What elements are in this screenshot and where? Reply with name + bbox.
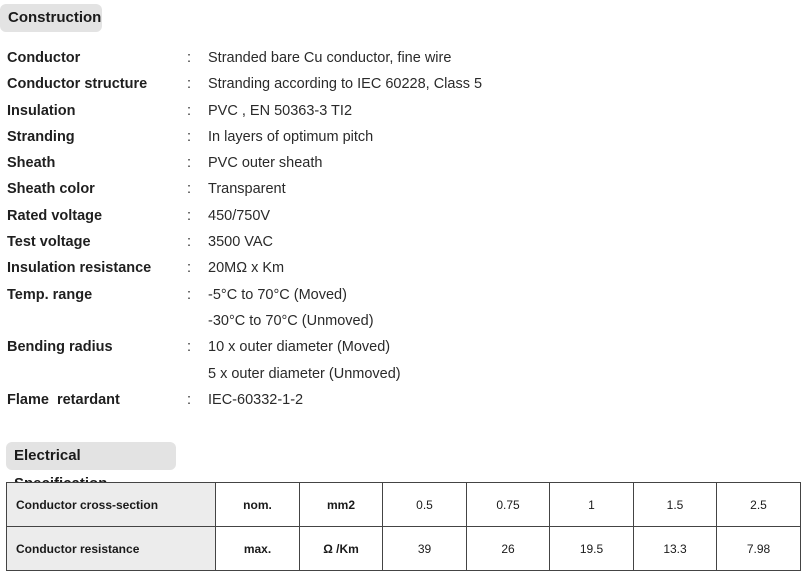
value-cell: 2.5 [717,483,801,527]
spec-label: Insulation [7,102,76,119]
spec-label: Sheath [7,155,56,172]
value-cell: 7.98 [717,527,801,571]
table-row-cross-section [7,483,801,527]
spec-row-bending-radius [7,334,797,360]
spec-label: Conductor structure [7,76,148,93]
spec-colon: : [187,391,192,408]
spec-value: Stranding according to IEC 60228, Class 5 [208,76,483,93]
spec-label: Insulation resistance [7,260,152,277]
spec-value: PVC , EN 50363-3 TI2 [208,102,353,119]
spec-row-rated-voltage [7,203,797,229]
spec-colon: : [187,76,192,93]
spec-label: Stranding [7,128,75,145]
construction-spec-list [7,45,797,413]
spec-label: Bending radius [7,339,113,356]
spec-colon: : [187,181,192,198]
qualifier-cell: nom. [216,483,300,527]
spec-row-bending-radius-cont [7,361,797,387]
spec-label: Temp. range [7,286,93,303]
spec-value: PVC outer sheath [208,155,323,172]
spec-colon: : [187,339,192,356]
spec-row-sheath [7,150,797,176]
unit-cell: Ω /Km [300,527,383,571]
spec-value: 450/750V [208,207,271,224]
spec-value: IEC-60332-1-2 [208,391,304,408]
spec-value: 5 x outer diameter (Unmoved) [208,365,401,382]
spec-label: Conductor [7,50,81,66]
spec-label: Test voltage [7,234,91,251]
value-cell: 0.75 [467,483,550,527]
spec-row-temp-range-cont [7,308,797,334]
spec-label: Rated voltage [7,207,103,224]
spec-colon: : [187,207,192,224]
construction-title: Construction [0,4,102,32]
electrical-spec-table [6,482,801,571]
value-cell: 13.3 [634,527,717,571]
spec-value: -30°C to 70°C (Unmoved) [208,312,374,329]
spec-colon: : [187,260,192,277]
spec-value: 10 x outer diameter (Moved) [208,339,391,356]
spec-row-insulation-resistance [7,255,797,281]
spec-value: 20MΩ x Km [208,260,285,277]
spec-colon: : [187,102,192,119]
spec-row-sheath-color [7,176,797,202]
spec-label: Flame retardant [7,391,120,408]
spec-row-conductor [7,45,797,71]
spec-row-test-voltage [7,229,797,255]
spec-value: 3500 VAC [208,234,274,251]
spec-row-insulation [7,98,797,124]
value-cell: 1.5 [634,483,717,527]
value-cell: 0.5 [383,483,467,527]
value-cell: 1 [550,483,634,527]
qualifier-cell: max. [216,527,300,571]
spec-colon: : [187,50,192,66]
param-cell: Conductor cross-section [7,483,216,527]
param-cell: Conductor resistance [7,527,216,571]
spec-colon: : [187,128,192,145]
table-row-resistance [7,527,801,571]
spec-row-temp-range [7,282,797,308]
spec-colon: : [187,155,192,172]
spec-label: Sheath color [7,181,95,198]
spec-row-flame-retardant [7,387,797,413]
unit-cell: mm2 [300,483,383,527]
spec-colon: : [187,234,192,251]
spec-colon: : [187,286,192,303]
value-cell: 39 [383,527,467,571]
value-cell: 26 [467,527,550,571]
electrical-spec-title: Electrical [6,442,176,470]
value-cell: 19.5 [550,527,634,571]
spec-value: Stranded bare Cu conductor, fine wire [208,50,452,66]
spec-value: Transparent [208,181,286,198]
spec-value: In layers of optimum pitch [208,128,374,145]
spec-row-stranding [7,124,797,150]
spec-value: -5°C to 70°C (Moved) [208,286,347,303]
spec-row-conductor-structure [7,71,797,97]
